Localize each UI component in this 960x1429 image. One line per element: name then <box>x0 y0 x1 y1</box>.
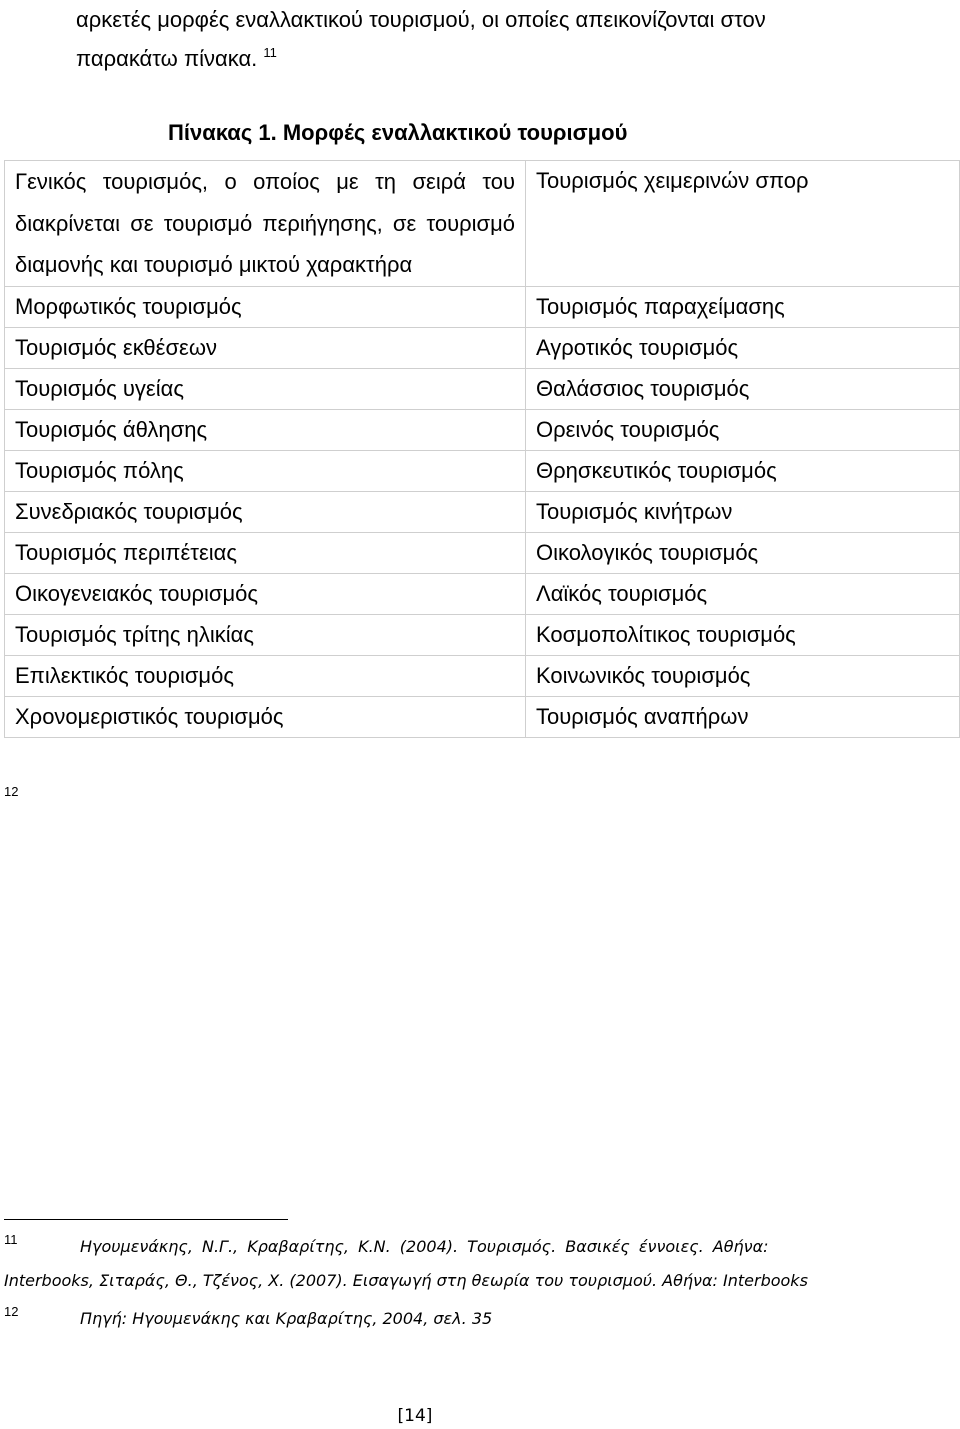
table-row <box>5 655 960 696</box>
table-row <box>5 614 960 655</box>
table-cell-left: Τουρισμός εκθέσεων <box>5 327 526 368</box>
page-number: [14] <box>397 1406 433 1426</box>
table-cell-right: Κοσμοπολίτικος τουρισμός <box>526 614 960 655</box>
table-cell-right: Οικολογικός τουρισμός <box>526 532 960 573</box>
intro-line-1: αρκετές μορφές εναλλακτικού τουρισμού, οι οποίες απεικονίζονται στον <box>76 7 766 32</box>
footnote-11-line-1: Ηγουμενάκης, Ν.Γ., Κραβαρίτης, Κ.Ν. (2004). Τουρισμός. Βασικές έννοιες. Αθήνα: <box>80 1237 769 1256</box>
table-cell-right: Τουρισμός παραχείμασης <box>526 286 960 327</box>
table-cell-right: Τουρισμός χειμερινών σπορ <box>526 161 960 287</box>
table-row <box>5 696 960 737</box>
table-cell-right: Θαλάσσιος τουρισμός <box>526 368 960 409</box>
table-row <box>5 409 960 450</box>
table-source-footnote-ref[interactable]: 12 <box>4 784 19 799</box>
table-cell-left: Τουρισμός άθλησης <box>5 409 526 450</box>
footnote-number-11: 11 <box>4 1232 18 1247</box>
table-row <box>5 491 960 532</box>
intro-line-2 <box>76 39 936 78</box>
table-cell-left: Οικογενειακός τουρισμός <box>5 573 526 614</box>
tourism-forms-table <box>4 160 960 738</box>
table-cell-right: Λαϊκός τουρισμός <box>526 573 960 614</box>
intro-paragraph <box>76 0 936 78</box>
table-row <box>5 450 960 491</box>
table-cell-right: Ορεινός τουρισμός <box>526 409 960 450</box>
table-cell-right: Τουρισμός αναπήρων <box>526 696 960 737</box>
footnote-11-line-2: Interbooks, Σιταράς, Θ., Τζένος, Χ. (2007). Εισαγωγή στη θεωρία του τουρισμού. Αθήνα: Interbooks <box>4 1271 808 1290</box>
table-cell-right: Κοινωνικός τουρισμός <box>526 655 960 696</box>
table-cell-left: Τουρισμός τρίτης ηλικίας <box>5 614 526 655</box>
table-cell-left: Συνεδριακός τουρισμός <box>5 491 526 532</box>
table-row <box>5 161 960 287</box>
table-row <box>5 286 960 327</box>
table-row <box>5 573 960 614</box>
table-row <box>5 532 960 573</box>
table-cell-right: Θρησκευτικός τουρισμός <box>526 450 960 491</box>
table-cell-right: Τουρισμός κινήτρων <box>526 491 960 532</box>
table-cell-left: Τουρισμός υγείας <box>5 368 526 409</box>
table-caption: Πίνακας 1. Μορφές εναλλακτικού τουρισμού <box>168 120 628 145</box>
footnote-ref-11[interactable]: 11 <box>263 45 277 60</box>
table-cell-left: Τουρισμός περιπέτειας <box>5 532 526 573</box>
intro-line-2-text: παρακάτω πίνακα. <box>76 46 258 71</box>
table-cell-left: Μορφωτικός τουρισμός <box>5 286 526 327</box>
table-cell-right: Αγροτικός τουρισμός <box>526 327 960 368</box>
table-cell-left: Επιλεκτικός τουρισμός <box>5 655 526 696</box>
footnote-separator <box>4 1219 288 1220</box>
table-cell-left: Γενικός τουρισμός, ο οποίος με τη σειρά του διακρίνεται σε τουρισμό περιήγησης, σε τουρισμό διαμονής και τουρισμό μικτού χαρακτήρα <box>5 161 526 287</box>
footnote-number-12: 12 <box>4 1304 19 1319</box>
table-cell-left: Τουρισμός πόλης <box>5 450 526 491</box>
table-row <box>5 327 960 368</box>
table-row <box>5 368 960 409</box>
table-cell-left: Χρονομεριστικός τουρισμός <box>5 696 526 737</box>
footnote-12-line-1: Πηγή: Ηγουμενάκης και Κραβαρίτης, 2004, σελ. 35 <box>80 1309 493 1328</box>
